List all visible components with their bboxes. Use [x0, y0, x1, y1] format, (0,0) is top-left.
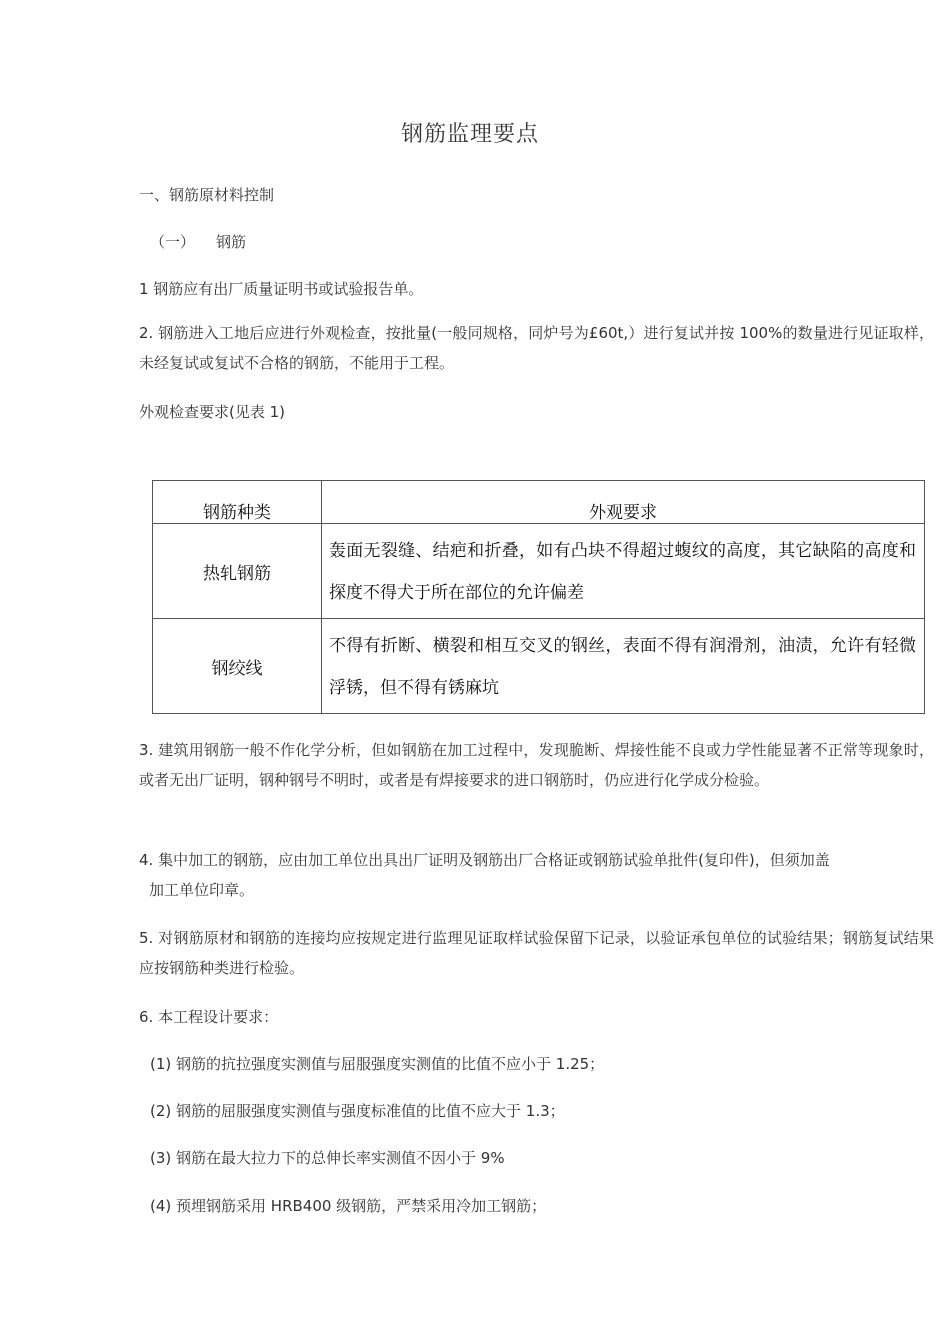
item-2: 2. 钢筋进入工地后应进行外观检查，按批量(一般同规格，同炉号为£60t,）进行复试并按 100%的数量进行见证取样，未经复试或复试不合格的钢筋，不能用于工程。	[139, 324, 934, 372]
item-4-line-1: 4. 集中加工的钢筋，应由加工单位出具出厂证明及钢筋出厂合格证或钢筋试验单批件(复印件)，但须加盖	[139, 851, 830, 869]
appearance-reference: 外观检查要求(见表 1)	[139, 403, 286, 421]
appearance-requirements-table	[152, 480, 925, 714]
item-3: 3. 建筑用钢筋一般不作化学分析，但如钢筋在加工过程中，发现脆断、焊接性能不良或力学性能显著不正常等现象时，或者无出厂证明，钢种钢号不明时，或者是有焊接要求的进口钢筋时，仍应进行化学成分检验。	[139, 741, 934, 789]
table-header-row	[153, 481, 925, 524]
subsection-number: （一）	[150, 233, 196, 251]
requirement-1: (1) 钢筋的抗拉强度实测值与屈服强度实测值的比值不应小于 1.25；	[150, 1055, 605, 1073]
requirement-4: (4) 预埋钢筋采用 HRB400 级钢筋，严禁采用冷加工钢筋；	[150, 1197, 547, 1215]
header-steel-type: 钢筋种类	[153, 481, 322, 524]
row-requirement-hot-rolled: 轰面无裂缝、结疤和折叠，如有凸块不得超过蝮纹的高度，其它缺陷的高度和探度不得犬于所在部位的允许偏差	[322, 524, 925, 619]
table-row	[153, 619, 925, 714]
document-title: 钢筋监理要点	[400, 122, 539, 147]
item-6: 6. 本工程设计要求：	[139, 1008, 279, 1026]
requirement-3: (3) 钢筋在最大拉力下的总伸长率实测值不因小于 9%	[150, 1149, 505, 1167]
item-4-line-2: 加工单位印章。	[149, 881, 255, 899]
item-1: 1 钢筋应有出厂质量证明书或试验报告单。	[139, 280, 424, 298]
item-5: 5. 对钢筋原材和钢筋的连接均应按规定进行监理见证取样试验保留下记录，以验证承包单位的试验结果；钢筋复试结果应按钢筋种类进行检验。	[139, 929, 934, 977]
subsection-label: 钢筋	[216, 233, 247, 251]
section-heading: 一、钢筋原材料控制	[139, 186, 275, 204]
row-requirement-strand: 不得有折断、横裂和相互交叉的钢丝，表面不得有润滑剂，油渍，允许有轻微浮锈，但不得有锈麻坑	[322, 619, 925, 714]
table-row	[153, 524, 925, 619]
requirement-2: (2) 钢筋的屈服强度实测值与强度标准值的比值不应大于 1.3；	[150, 1102, 565, 1120]
header-appearance-requirement: 外观要求	[322, 481, 925, 524]
row-type-hot-rolled: 热轧钢筋	[153, 524, 322, 619]
row-type-strand: 钢绞线	[153, 619, 322, 714]
